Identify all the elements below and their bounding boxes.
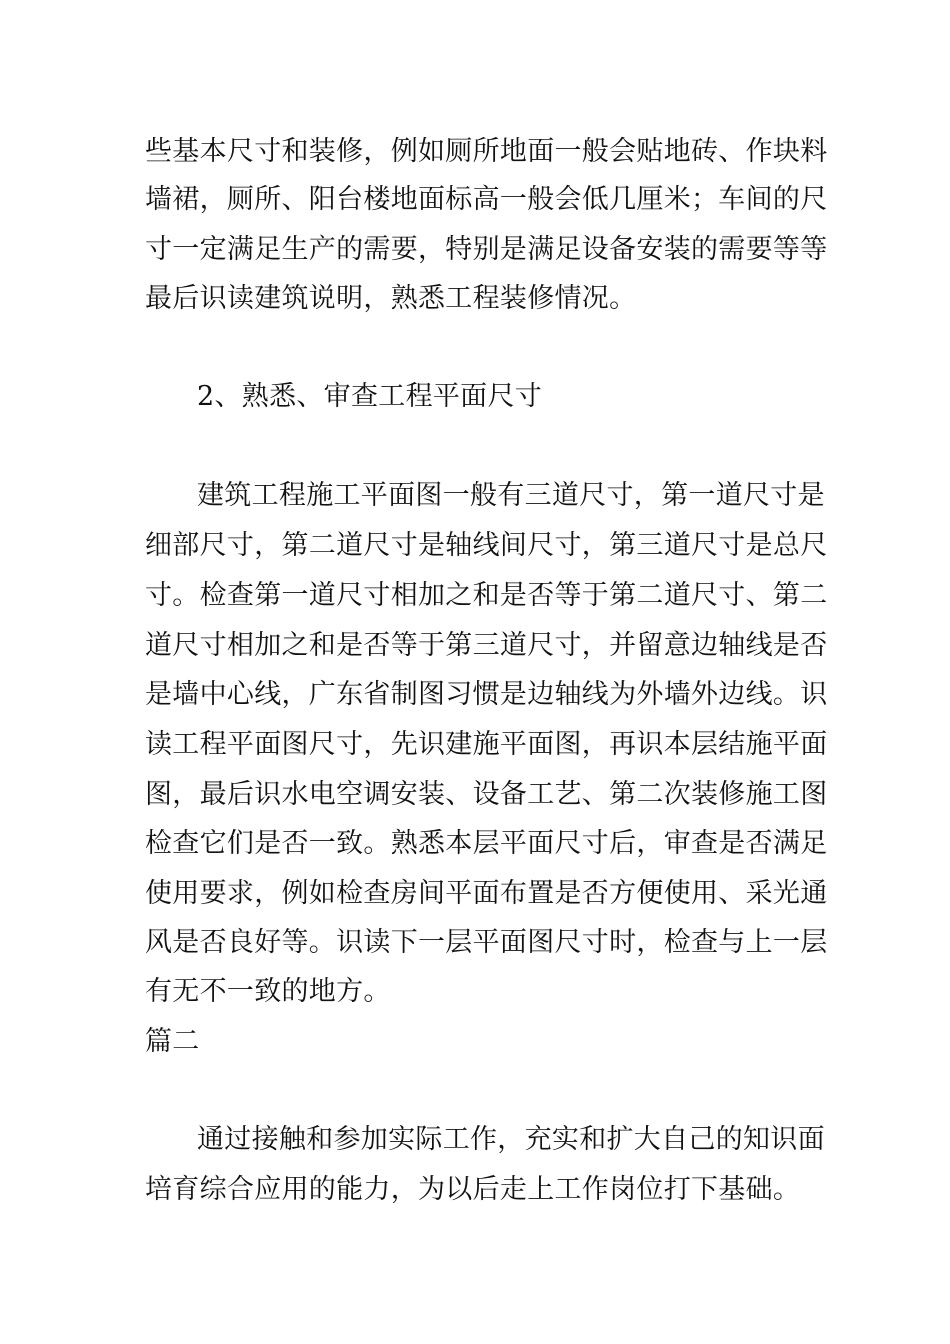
text-line: 寸一定满足生产的需要，特别是满足设备安装的需要等等 xyxy=(145,234,828,265)
text-line: 读工程平面图尺寸，先识建施平面图，再识本层结施平面 xyxy=(145,729,828,760)
text-line: 细部尺寸，第二道尺寸是轴线间尺寸，第三道尺寸是总尺 xyxy=(145,530,828,561)
text-line: 检查它们是否一致。熟悉本层平面尺寸后，审查是否满足 xyxy=(145,828,828,859)
text-line: 墙裙，厕所、阳台楼地面标高一般会低几厘米；车间的尺 xyxy=(145,184,828,215)
text-line: 些基本尺寸和装修，例如厕所地面一般会贴地砖、作块料 xyxy=(145,136,828,167)
text-line: 道尺寸相加之和是否等于第三道尺寸，并留意边轴线是否 xyxy=(145,630,828,661)
text-line: 寸。检查第一道尺寸相加之和是否等于第二道尺寸、第二 xyxy=(145,580,828,611)
text-line: 使用要求，例如检查房间平面布置是否方便使用、采光通 xyxy=(145,878,828,909)
text-line: 有无不一致的地方。 xyxy=(145,976,391,1007)
text-line: 是墙中心线，广东省制图习惯是边轴线为外墙外边线。识 xyxy=(145,679,828,710)
section-label: 篇二 xyxy=(145,1026,200,1057)
text-line: 图，最后识水电空调安装、设备工艺、第二次装修施工图 xyxy=(145,779,828,810)
text-line: 通过接触和参加实际工作，充实和扩大自己的知识面 xyxy=(197,1124,825,1155)
text-line: 培育综合应用的能力，为以后走上工作岗位打下基础。 xyxy=(145,1174,801,1205)
text-line: 风是否良好等。识读下一层平面图尺寸时，检查与上一层 xyxy=(145,927,828,958)
text-line: 建筑工程施工平面图一般有三道尺寸，第一道尺寸是 xyxy=(197,480,825,511)
section-heading: 2、熟悉、审查工程平面尺寸 xyxy=(197,381,543,412)
text-line: 最后识读建筑说明，熟悉工程装修情况。 xyxy=(145,283,637,314)
